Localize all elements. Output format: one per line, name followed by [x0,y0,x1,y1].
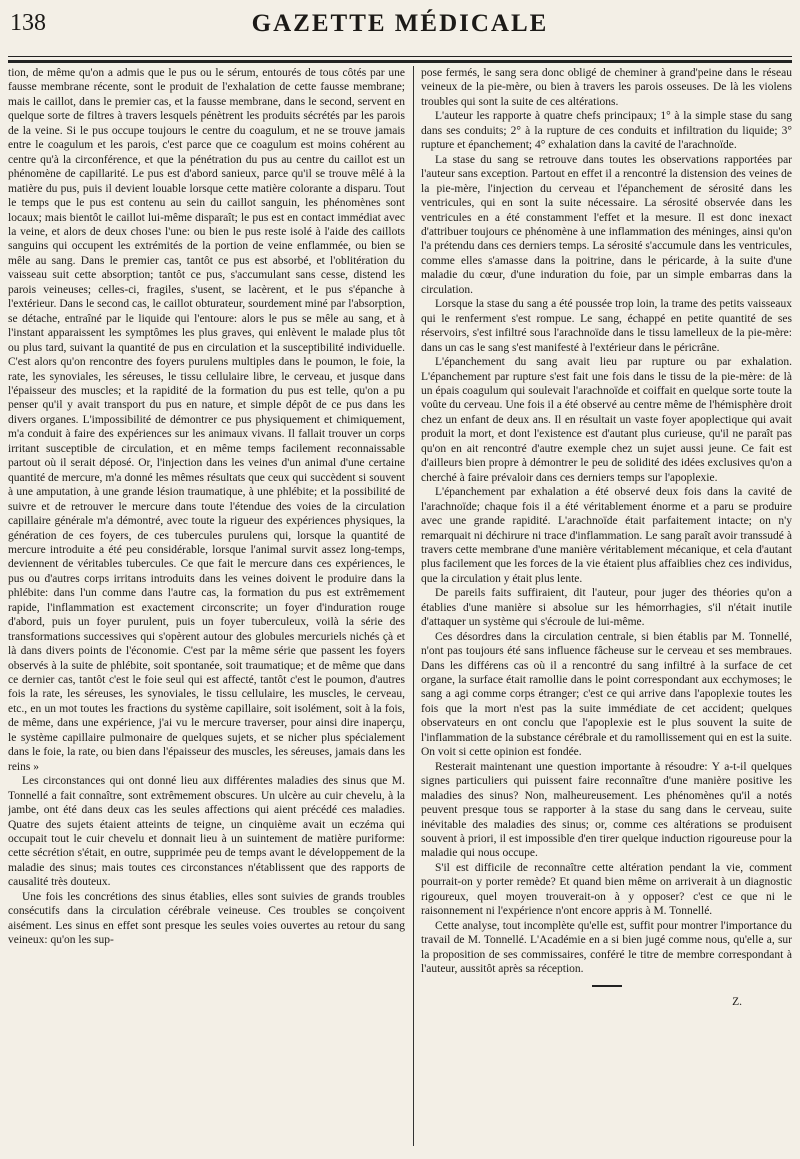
page-number: 138 [10,10,46,36]
paragraph: L'épanchement par exhalation a été observé deux fois dans la cavité de l'arachnoïde; chaque fois il a été véritablement énorme et a paru se produire avec une grande rapidité. L'arachnoïde était parfaitement intacte; on n'y remarquait ni déchirure ni trace d'inflammation. Le sang paraît avoir transsudé à travers cette membrane d'une manière véritablement mécanique, et cela d'autant plus facilement que les forces de la vie étaient plus affaiblies chez ces individus, que la circulation y était plus lente. [421,486,792,585]
paragraph: De pareils faits suffiraient, dit l'auteur, pour juger des théories qu'on a établies d'une manière si absolue sur les hémorrhagies, s'il n'était inutile d'attaquer un système qui s'écroule de lui-même. [421,587,792,629]
paragraph: Ces désordres dans la circulation centrale, si bien établis par M. Tonnellé, n'ont pas toujours été sans influence fâcheuse sur le cerveau et ses membraues. Dans les différens cas où il a rencontré du sang infiltré à la surface de cet organe, la surface était ramollie dans le point correspondant aux ecchymoses; le sang a agi comme corps étranger; c'est ce qui arrive dans l'apoplexie toutes les fois que la mort n'est pas la suite immédiate de cet accident; quelques observateurs en ont conclu que l'apoplexie est le plus souvent la suite de l'inflammation de la substance cérébrale et du ramollissement qui en est la suite. On voit si cette opinion est fondée. [421,630,792,759]
paragraph: L'épanchement du sang avait lieu par rupture ou par exhalation. L'épanchement par rupture s'est fait une fois dans le tissu de la pie-mère: de là un épais coagulum qui soulevait l'arachnoïde et coiffait en quelque sorte toute la voûte du cerveau. Une fois il a été observé au centre même de l'hémisphère droit chez un enfant de deux ans. Il en résultait un vaste foyer apoplectique qui avait produit la mort, et dont l'existence est d'autant plus curieuse, qu'il ne paraît pas qu'on en ait rencontré d'autre exemple chez un sujet aussi jeune. Ce fait est d'ailleurs bien propre à démontrer le peu de solidité des idées exclusives qu'on a cherché à faire prévaloir dans ces derniers temps sur l'apoplexie. [421,356,792,484]
header-rule-thick [8,60,792,63]
paragraph: Cette analyse, tout incomplète qu'elle est, suffit pour montrer l'importance du travail de M. Tonnellé. L'Académie en a si bien jugé comme nous, qu'elle a, sur la proposition de ses commissaires, conféré le titre de membre correspondant à l'auteur, aussitôt après sa réception. [421,919,792,976]
paragraph: S'il est difficile de reconnaître cette altération pendant la vie, comment pourrait-on y porter remède? Et quand bien même on arriverait à un diagnostic rigoureux, quel moyen trouverait-on à y opposer? c'est ce que ni le raisonnement ni l'expérience n'ont encore appris à M. Tonnellé. [421,861,792,918]
paragraph: pose fermés, le sang sera donc obligé de cheminer à grand'peine dans le réseau veineux de la pie-mère, ou bien à travers les parois osseuses. De là les violens troubles qui sont la suite de ces altérations. [421,67,792,108]
paragraph: Les circonstances qui ont donné lieu aux différentes maladies des sinus que M. Tonnellé a fait connaître, sont extrêmement obscures. Un ulcère au cuir chevelu, à la jambe, ont été dans deux cas les seules affections qui aient précédé ces maladies. Quatre des sujets étaient atteints de teigne, un cinquième avait un eczéma qui occupait tout le cuir chevelu et donnait lieu à un suintement de matière puriforme: cette sécrétion s'était, en outre, supprimée peu de temps avant le développement de la maladie des sinus; mais toutes ces circonstances n'établissent que des rapports de causalité très douteux. [8,775,405,889]
paragraph: L'auteur les rapporte à quatre chefs principaux; 1° à la simple stase du sang dans ses conduits; 2° à la rupture de ces conduits et infiltration du liquide; 3° rupture et épanchement; 4° exhalation dans la cavité de l'arachnoïde. [421,110,792,152]
left-column [8,66,405,1152]
paragraph: Une fois les concrétions des sinus établies, elles sont suivies de grands troubles consécutifs dans la circulation cérébrale veineuse. Ces troubles se conçoivent aisément. Les sinus en effet sont presque les seules voies ouvertes au retour du sang veineux: qu'on les sup- [8,890,405,947]
author-signature: Z. [732,995,742,1008]
header-rule-thin [8,56,792,57]
paragraph: La stase du sang se retrouve dans toutes les observations rapportées par l'auteur sans exception. Partout en effet il a rencontré la distension des veines de la pie-mère, l'injection du cerveau et l'épanchement de sérosité dans les ventricules, qui en sont la suite nécessaire. La sérosité observée dans les ventricules en a été constamment l'effet et la mesure. Il est donc inexact d'attribuer toujours ce phénomène à une inflammation des méninges, ainsi qu'on l'a prétendu dans ces derniers temps. La sérosité s'accumule dans les ventricules, comme elles s'amasse dans la poitrine, dans le péricarde, à la suite d'une maladie du cœur, d'une induration du foie, par un simple embarras dans la circulation. [421,153,792,296]
page-title: GAZETTE MÉDICALE [251,10,549,37]
paragraph: tion, de même qu'on a admis que le pus ou le sérum, entourés de tous côtés par une fausse membrane récente, sont le produit de l'exhalation de cette fausse membrane; mais le caillot, dans le premier cas, et la fausse membrane, dans le second, servent en quelque sorte de filtres à travers lesquels pénètrent les produits sécrétés par les parois de la veine. Si le pus occupe toujours le centre du coagulum, et ne se trouve jamais entre le coagulum et les parois, c'est parce que ce coagulum est moins cohérent au centre qu'à la circonférence, et que la pénétration du pus au centre du caillot est un phénomène de capillarité. Le pus est d'abord sanieux, parce qu'il se trouve mêlé à la matière du pus, puis il devient louable lorsque cette matière colorante a disparu. Tout le temps que le pus est contenu au sein du caillot sanguin, les phénomènes sont locaux; mais bientôt le caillot lui-même disparaît; le pus est en contact immédiat avec la veine, et alors de deux choses l'une: ou bien le pus reste isolé à l'aide des caillots sanguins qui occupent les extrémités de la portion de veine enflammée, ou bien se mêle au sang. Dans le premier cas, tantôt ce pus est absorbé, et l'oblitération du vaisseau suit cette absorption; tantôt ce pus, s'accumulant sans cesse, distend les parois veineuses; celles-ci, fragiles, s'usent, se lacèrent, et le pus s'épanche à l'extérieur. Dans le second cas, le caillot obturateur, sourdement miné par l'absorption, se détache, entraîné par le liquide qui l'entoure: alors le pus se mêle au sang, et à l'instant apparaissent les symptômes les plus graves, qui enlèvent le malade plus tôt ou plus tard, suivant la quantité de pus en circulation et la susceptibilité individuelle. C'est alors qu'on rencontre des foyers purulens multiples dans le poumon, le foie, la rate, les synoviales, les séreuses, le tissu cellulaire libre, le cerveau, et jusque dans l'épaisseur des muscles; et la rapidité de la formation du pus est telle, qu'on a pu penser qu'il y avait transport du pus en nature, et simple dépôt de ce pus dans les divers organes. L'impossibilité de démontrer ce pus physiquement et chimiquement, m'a conduit à faire des expériences sur les animaux vivans. Il fallait trouver un corps irritant susceptible de circulation, et en même temps facilement reconnaissable partout où il serait déposé. Or, l'injection dans les veines d'un animal d'une certaine quantité de mercure, m'a donné les mêmes résultats que ceux qui succèdent si souvent à une amputation, à une grande lésion traumatique, à une phlébite; et la possibilité de suivre et de retrouver le mercure dans toute l'étendue des voies de la circulation capillaire générale m'a démontré, avec toute la rigueur des expériences physiques, la génération de ces foyers, de ces tubercules purulens qui, lorsque la quantité de mercure introduite a été peu considérable, lorsque l'animal survit assez long-temps, deviennent de véritables tubercules. Ce que fait le mercure dans ces expériences, le pus ou d'autres corps irritans introduits dans les veines doivent le produire dans la phlébite: dans l'un comme dans l'autre cas, la formation du pus est extrêmement rapide, l'inflammation est exactement circonscrite; un foyer d'induration rouge d'abord, puis un foyer purulent, puis un foyer tuberculeux, voilà la série des transformations successives qui s'opèrent autour des globules mercuriels nichés çà et là dans divers points de l'économie. C'est par la même série que passent les foyers observés à la suite de phlébite, soit spontanée, soit traumatique; et de même que dans ce dernier cas, tantôt c'est le foie seul qui est affecté, tantôt c'est le poumon, d'autres fois la rate, les séreuses, les synoviales, le tissu cellulaire, les muscles, le cerveau, etc., en un mot toutes les fractions du système capillaire, soit isolément, soit à la fois, de même, dans une expérience, j'ai vu le mercure traverser, pour ainsi dire inaperçu, le système capillaire pulmonaire de quelques sujets, et se nicher plus spécialement dans le foie, la rate, ou bien dans l'épaisseur des muscles, les séreuses, jamais dans les reins » [8,67,405,773]
right-column [421,66,792,1152]
column-divider [413,66,414,1146]
paragraph: Resterait maintenant une question importante à résoudre: Y a-t-il quelques signes particuliers qui puissent faire reconnaître d'une manière positive les maladies des sinus? Non, malheureusement. Les phénomènes qu'il a notés peuvent presque tous se rapporter à la stase du sang dans le cerveau, suite inévitable des maladies des sinus; or, comme ces altérations se produisent souvent à priori, il est impossible d'en tirer quelque induction rigoureuse pour la maladie qui nous occupe. [421,760,792,860]
paragraph: Lorsque la stase du sang a été poussée trop loin, la trame des petits vaisseaux qui le renferment s'est rompue. Le sang, échappé en petite quantité de ses réservoirs, s'est infiltré sous l'arachnoïde dans le tissu lamelleux de la pie-mère: dans un cas le sang s'est manifesté à l'extérieur dans le péricrâne. [421,298,792,354]
end-rule [592,985,622,987]
